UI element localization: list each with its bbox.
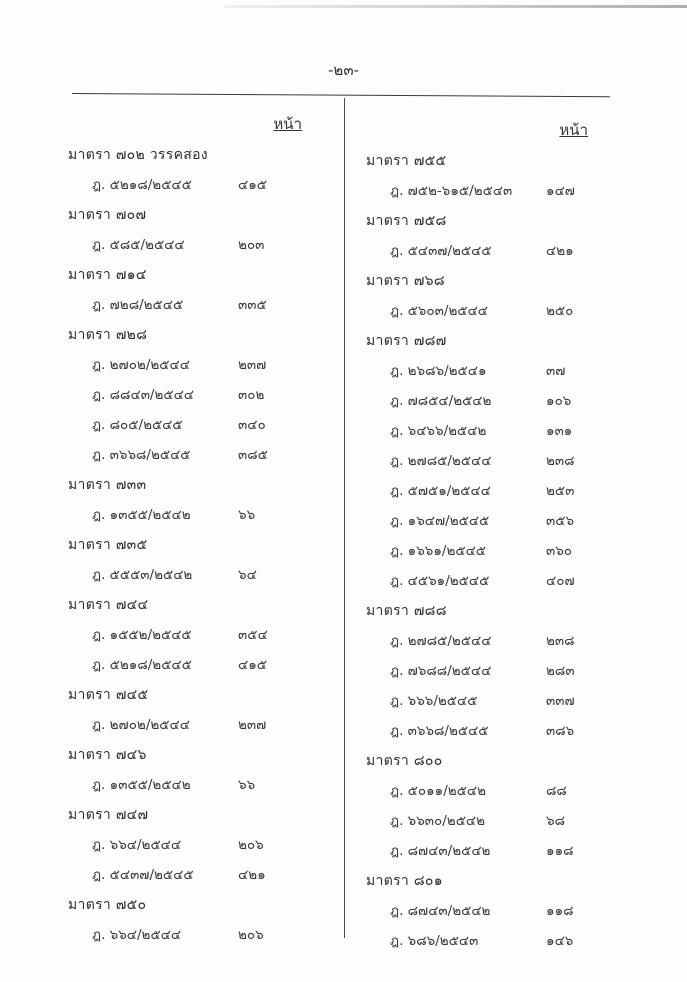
- index-entry: [366, 806, 602, 836]
- section-heading: มาตรา ๗๔๔: [68, 597, 149, 613]
- page-reference: ๓๕๖: [546, 513, 575, 529]
- section-heading: มาตรา ๗๕๕: [366, 153, 447, 169]
- section-heading: มาตรา ๗๔๗: [68, 807, 149, 823]
- case-reference: ฎ. ๕๗๕๑/๒๕๔๔: [390, 483, 491, 499]
- left-column: [68, 112, 308, 950]
- page-reference: ๑๓๑: [546, 423, 573, 439]
- case-reference: ฎ. ๘๗๔๓/๒๕๔๒: [390, 843, 491, 859]
- index-entry: [68, 170, 308, 200]
- index-entry: [366, 446, 602, 476]
- page-reference: ๒๓๗: [238, 357, 267, 373]
- case-reference: ฎ. ๕๘๕/๒๕๔๔: [92, 237, 185, 253]
- case-reference: ฎ. ๖๘๖/๒๕๔๓: [390, 933, 479, 949]
- index-entry: [366, 236, 602, 266]
- page-reference: ๖๖: [238, 777, 256, 793]
- index-entry: [68, 920, 308, 950]
- section-heading: มาตรา ๗๖๘: [366, 273, 445, 289]
- index-entry: [366, 386, 602, 416]
- page-reference: ๔๒๑: [546, 243, 574, 259]
- index-entry: [366, 416, 602, 446]
- case-reference: ฎ. ๘๗๔๓/๒๕๔๒: [390, 903, 491, 919]
- index-entry: [366, 536, 602, 566]
- index-entry: [68, 350, 308, 380]
- page-reference: ๑๑๘: [546, 903, 574, 919]
- index-entry: [366, 476, 602, 506]
- case-reference: ฎ. ๒๗๐๒/๒๕๔๔: [92, 717, 190, 733]
- page-reference: ๔๐๗: [546, 573, 575, 589]
- section-heading: มาตรา ๘๐๑: [366, 873, 443, 889]
- case-reference: ฎ. ๒๗๐๒/๒๕๔๔: [92, 357, 190, 373]
- case-reference: ฎ. ๓๖๖๘/๒๕๔๕: [390, 723, 489, 739]
- top-rule: [72, 93, 610, 97]
- page-reference: ๔๒๑: [238, 867, 266, 883]
- case-reference: ฎ. ๕๔๓๗/๒๕๔๕: [92, 867, 194, 883]
- left-index-list: [68, 140, 308, 950]
- index-entry: [68, 440, 308, 470]
- right-column: [366, 112, 602, 956]
- index-entry: [366, 776, 602, 806]
- case-reference: ฎ. ๖๖๖/๒๕๔๕: [390, 693, 478, 709]
- section-heading: มาตรา ๗๐๒ วรรคสอง: [68, 147, 208, 163]
- section-heading: มาตรา ๗๓๓: [68, 477, 147, 493]
- page-reference: ๒๕๐: [546, 303, 574, 319]
- section-heading: มาตรา ๗๓๕: [68, 537, 148, 553]
- index-entry: [366, 686, 602, 716]
- page-number: -๒๓-: [328, 61, 359, 79]
- index-entry: [366, 656, 602, 686]
- case-reference: ฎ. ๒๖๘๖/๒๕๔๑: [390, 363, 487, 379]
- page-reference: ๒๓๘: [546, 453, 575, 469]
- section-heading: มาตรา ๗๕๐: [68, 897, 147, 913]
- case-reference: ฎ. ๗๒๘/๒๕๔๕: [92, 297, 184, 313]
- page-reference: ๓๘๖: [546, 723, 575, 739]
- case-reference: ฎ. ๑๓๕๕/๒๕๔๒: [92, 777, 191, 793]
- page-reference: ๓๐๒: [238, 387, 265, 403]
- section-heading: มาตรา ๗๐๗: [68, 207, 147, 223]
- page-reference: ๓๕๔: [238, 627, 268, 643]
- index-entry: [68, 830, 308, 860]
- page-reference: ๓๓๗: [546, 693, 575, 709]
- index-entry: [366, 296, 602, 326]
- page-reference: ๓๓๕: [238, 297, 267, 313]
- section-heading: มาตรา ๗๕๘: [366, 213, 447, 229]
- page-reference: ๒๘๓: [546, 663, 575, 679]
- page-reference: ๖๘: [546, 813, 565, 829]
- index-entry: [366, 506, 602, 536]
- case-reference: ฎ. ๒๗๘๕/๒๕๔๔: [390, 633, 492, 649]
- page-reference: ๒๓๘: [546, 633, 575, 649]
- column-divider: [344, 98, 345, 938]
- index-entry: [366, 626, 602, 656]
- section-heading: มาตรา ๗๔๕: [68, 687, 149, 703]
- case-reference: ฎ. ๕๖๐๓/๒๕๔๔: [390, 303, 489, 319]
- case-reference: ฎ. ๕๐๑๑/๒๕๔๒: [390, 783, 487, 799]
- page-reference: ๖๖: [238, 507, 256, 523]
- page-reference: ๓๖๐: [546, 543, 573, 559]
- page-reference: ๑๑๘: [546, 843, 574, 859]
- index-entry: [366, 926, 602, 956]
- index-entry: [68, 500, 308, 530]
- page-reference: ๒๐๓: [238, 237, 265, 253]
- index-entry: [68, 290, 308, 320]
- section-heading: มาตรา ๗๔๖: [68, 747, 147, 763]
- case-reference: ฎ. ๖๖๔/๒๕๔๔: [92, 927, 182, 943]
- case-reference: ฎ. ๑๖๔๗/๒๕๔๕: [390, 513, 490, 529]
- page-reference: ๓๔๐: [238, 417, 266, 433]
- case-reference: ฎ. ๗๘๕๔/๒๕๔๒: [390, 393, 492, 409]
- case-reference: ฎ. ๓๖๖๘/๒๕๔๕: [92, 447, 191, 463]
- case-reference: ฎ. ๕๒๑๘/๒๕๔๕: [92, 657, 192, 673]
- index-entry: [68, 860, 308, 890]
- page-reference: ๔๑๕: [238, 177, 268, 193]
- page-reference: ๒๓๗: [238, 717, 267, 733]
- section-heading: มาตรา ๗๑๔: [68, 267, 147, 283]
- page-column-header: หน้า: [559, 121, 588, 139]
- page-reference: ๑๔๖: [546, 933, 574, 949]
- page-reference: ๒๐๖: [238, 927, 264, 943]
- index-entry: [68, 710, 308, 740]
- case-reference: ฎ. ๒๗๘๕/๒๕๔๔: [390, 453, 492, 469]
- page-reference: ๓๘๕: [238, 447, 268, 463]
- section-heading: มาตรา ๘๐๐: [366, 753, 443, 769]
- page-reference: ๑๔๗: [546, 183, 575, 199]
- case-reference: ฎ. ๗๕๒-๖๑๕/๒๕๔๓: [390, 183, 513, 199]
- index-entry: [366, 716, 602, 746]
- index-entry: [366, 896, 602, 926]
- right-index-list: [366, 146, 602, 956]
- case-reference: ฎ. ๑๕๕๒/๒๕๔๕: [92, 627, 192, 643]
- case-reference: ฎ. ๕๔๓๗/๒๕๔๕: [390, 243, 492, 259]
- page-reference: ๔๑๕: [238, 657, 268, 673]
- case-reference: ฎ. ๖๖๔/๒๕๔๔: [92, 837, 182, 853]
- page-reference: ๖๔: [238, 567, 257, 583]
- case-reference: ฎ. ๑๖๖๑/๒๕๔๕: [390, 543, 487, 559]
- index-entry: [366, 566, 602, 596]
- case-reference: ฎ. ๑๓๕๕/๒๕๔๒: [92, 507, 191, 523]
- page-column-header: หน้า: [273, 115, 302, 133]
- page-reference: ๑๐๖: [546, 393, 572, 409]
- index-entry: [366, 176, 602, 206]
- case-reference: ฎ. ๘๘๔๓/๒๕๔๔: [92, 387, 195, 403]
- case-reference: ฎ. ๖๔๖๖/๒๕๔๒: [390, 423, 487, 439]
- index-entry: [68, 650, 308, 680]
- index-entry: [68, 560, 308, 590]
- index-entry: [68, 620, 308, 650]
- index-entry: [68, 380, 308, 410]
- case-reference: ฎ. ๕๒๑๘/๒๕๔๕: [92, 177, 192, 193]
- index-entry: [68, 230, 308, 260]
- scan-edge-shadow: [225, 5, 687, 8]
- case-reference: ฎ. ๘๐๕/๒๕๔๕: [92, 417, 183, 433]
- section-heading: มาตรา ๗๘๗: [366, 333, 447, 349]
- case-reference: ฎ. ๔๕๖๑/๒๕๔๕: [390, 573, 490, 589]
- case-reference: ฎ. ๕๕๕๓/๒๕๔๒: [92, 567, 193, 583]
- index-entry: [366, 356, 602, 386]
- case-reference: ฎ. ๗๖๘๘/๒๕๔๔: [390, 663, 492, 679]
- index-entry: [366, 836, 602, 866]
- section-heading: มาตรา ๗๒๘: [68, 327, 148, 343]
- page-reference: ๒๕๓: [546, 483, 575, 499]
- index-entry: [68, 410, 308, 440]
- page-reference: ๘๘: [546, 783, 567, 799]
- page-reference: ๓๗: [546, 363, 566, 379]
- index-entry: [68, 770, 308, 800]
- page-reference: ๒๐๖: [238, 837, 264, 853]
- case-reference: ฎ. ๖๖๓๐/๒๕๔๒: [390, 813, 486, 829]
- section-heading: มาตรา ๗๘๘: [366, 603, 447, 619]
